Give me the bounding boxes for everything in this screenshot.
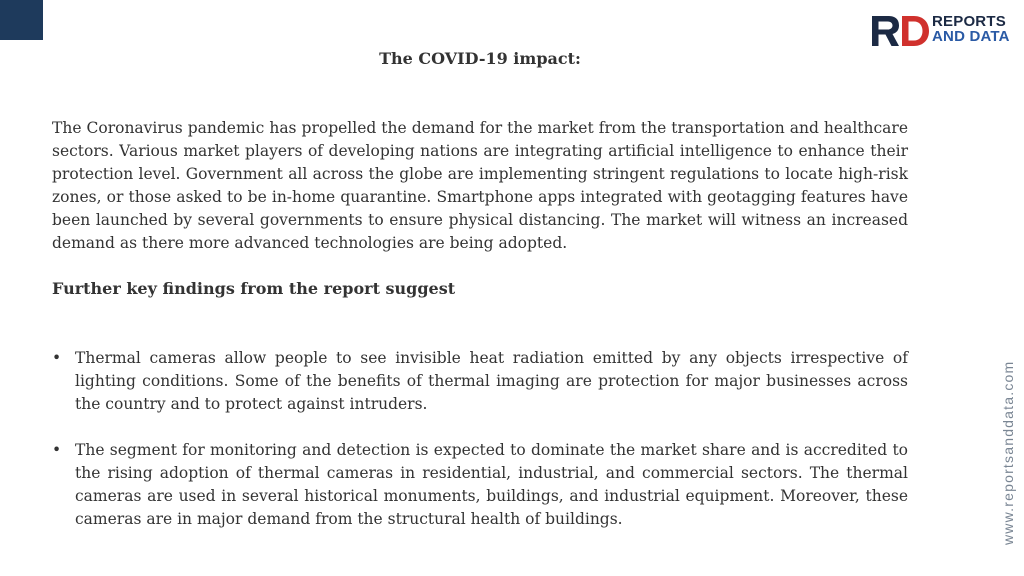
company-logo[interactable] bbox=[872, 14, 1020, 48]
logo-wordmark bbox=[932, 14, 1010, 44]
corner-square bbox=[0, 0, 43, 40]
findings-list bbox=[52, 347, 908, 554]
bullet-icon: • bbox=[52, 441, 62, 459]
rd-logo-mark-icon bbox=[872, 16, 930, 46]
logo-line-reports: REPORTS bbox=[932, 13, 1006, 30]
list-item bbox=[52, 347, 908, 416]
key-findings-heading: Further key findings from the report suggest bbox=[52, 279, 456, 298]
page-title: The COVID-19 impact: bbox=[379, 49, 581, 68]
list-item bbox=[52, 439, 908, 531]
list-item-text: Thermal cameras allow people to see invisible heat radiation emitted by any objects irrespective of lighting conditions. Some of the benefits of thermal imaging are protection for major businesses across the country and to protect against intruders. bbox=[75, 349, 908, 413]
covid-impact-paragraph: The Coronavirus pandemic has propelled the demand for the market from the transportation and healthcare sectors. Various market players of developing nations are integrating artificial intelligence to enhance their protection level. Government all across the globe are implementing stringent regulations to locate high-risk zones, or those asked to be in-home quarantine. Smartphone apps integrated with geotagging features have been launched by several governments to ensure physical distancing. The market will witness an increased demand as there more advanced technologies are being adopted. bbox=[52, 119, 908, 252]
logo-line-and-data: AND DATA bbox=[932, 28, 1010, 45]
list-item-text: The segment for monitoring and detection is expected to dominate the market share and is accredited to the rising adoption of thermal cameras in residential, industrial, and commercial sectors. The thermal cameras are used in several historical monuments, buildings, and industrial equipment. Moreover, these cameras are in major demand from the structural health of buildings. bbox=[75, 441, 908, 528]
website-url[interactable]: www.reportsanddata.com bbox=[1000, 360, 1016, 545]
bullet-icon: • bbox=[52, 349, 62, 367]
